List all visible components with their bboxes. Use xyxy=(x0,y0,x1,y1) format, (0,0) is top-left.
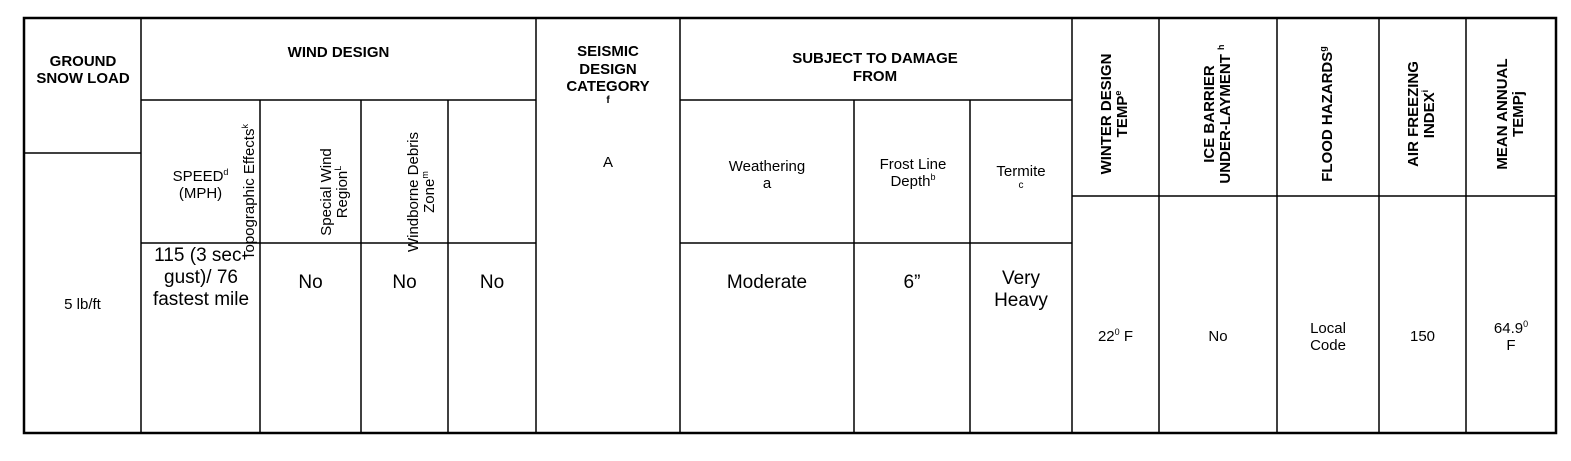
value-mean-annual-temp xyxy=(1466,312,1556,362)
header-speed-unit: (MPH) xyxy=(178,185,223,202)
value-speed xyxy=(152,245,250,375)
header-seismic-design-category xyxy=(536,40,680,110)
header-air-freezing-index-text: AIR FREEZING INDEX$^i$ xyxy=(1404,61,1438,167)
header-wind-design-text: WIND DESIGN xyxy=(287,44,390,62)
header-mean-annual-temp xyxy=(1483,44,1539,184)
header-windborne-debris-zone xyxy=(401,122,443,262)
value-seismic-design-category-text: A xyxy=(602,154,613,172)
header-special-wind-region xyxy=(314,122,356,262)
header-weathering-sup: a xyxy=(762,175,772,192)
header-special-wind-region-text: Special Wind Region$^L$ xyxy=(317,148,351,236)
header-flood-hazards xyxy=(1300,44,1356,184)
value-special-wind-region xyxy=(361,268,448,298)
value-ice-barrier xyxy=(1159,322,1277,352)
value-ground-snow-load-text: 5 lb/ft xyxy=(64,296,101,314)
header-ground-snow-load-text: GROUND SNOW LOAD xyxy=(36,52,130,87)
value-termite-text: Very Heavy xyxy=(994,268,1048,311)
header-termite xyxy=(970,152,1072,202)
value-special-wind-region-text: No xyxy=(392,272,417,294)
value-air-freezing-index xyxy=(1379,322,1466,352)
value-flood-hazards xyxy=(1297,314,1359,360)
header-ice-barrier xyxy=(1190,44,1246,184)
value-winter-design-temp xyxy=(1072,322,1159,352)
value-seismic-design-category xyxy=(536,150,680,176)
value-mean-annual-temp-text: 64.9$^0$ xyxy=(1493,318,1529,337)
header-mean-annual-temp-text: MEAN ANNUAL TEMPj xyxy=(1493,58,1527,170)
value-ground-snow-load xyxy=(24,280,141,330)
value-winter-design-temp-text: $22^0$ F xyxy=(1097,327,1134,346)
header-termite-sup: c xyxy=(1018,179,1024,191)
header-seismic-sup: f xyxy=(606,95,610,107)
header-frost-line-depth-text: Frost Line Depth$^b$ xyxy=(879,155,947,190)
header-weathering-text: Weathering xyxy=(728,157,806,175)
value-ice-barrier-text: No xyxy=(1208,328,1228,346)
header-subject-to-damage xyxy=(780,40,970,95)
value-frost-line-depth-text: 6” xyxy=(903,272,921,294)
value-weathering-text: Moderate xyxy=(726,272,808,294)
header-speed-label: SPEED$^d$ xyxy=(172,166,229,185)
value-weathering xyxy=(680,268,854,298)
header-topographic-effects xyxy=(229,122,271,262)
header-flood-hazards-text: FLOOD HAZARDS$^g$ xyxy=(1317,46,1336,182)
value-topographic-effects-text: No xyxy=(298,272,323,294)
value-flood-hazards-text: Local Code xyxy=(1310,319,1346,354)
value-windborne-debris-zone-text: No xyxy=(479,272,505,294)
header-air-freezing-index xyxy=(1394,44,1450,184)
value-air-freezing-index-text: 150 xyxy=(1409,328,1436,346)
header-ice-barrier-text: ICE BARRIER UNDER-LAYMENT $^h$ xyxy=(1200,44,1234,184)
value-topographic-effects xyxy=(260,268,361,298)
header-winter-design-temp xyxy=(1087,44,1143,184)
header-weathering xyxy=(680,150,854,200)
value-windborne-debris-zone xyxy=(448,268,536,298)
header-frost-line-depth xyxy=(870,140,956,206)
value-speed-text: 115 (3 sec-gust)/ 76 fastest mile xyxy=(152,245,250,310)
header-topographic-effects-text: Topographic Effects$^k$ xyxy=(239,124,258,260)
header-ground-snow-load xyxy=(34,40,132,100)
header-windborne-debris-zone-text: Windborne Debris Zone$^m$ xyxy=(404,131,438,253)
header-subject-to-damage-text: SUBJECT TO DAMAGE FROM xyxy=(792,50,958,85)
header-winter-design-temp-text: WINTER DESIGN TEMP$^e$ xyxy=(1097,53,1131,175)
value-termite xyxy=(978,268,1064,324)
value-frost-line-depth xyxy=(854,268,970,298)
header-seismic-text: SEISMIC DESIGN CATEGORY xyxy=(566,43,650,95)
header-wind-design xyxy=(141,18,536,88)
header-termite-text: Termite xyxy=(996,162,1046,180)
value-mean-annual-temp-unit: F xyxy=(1506,337,1516,354)
